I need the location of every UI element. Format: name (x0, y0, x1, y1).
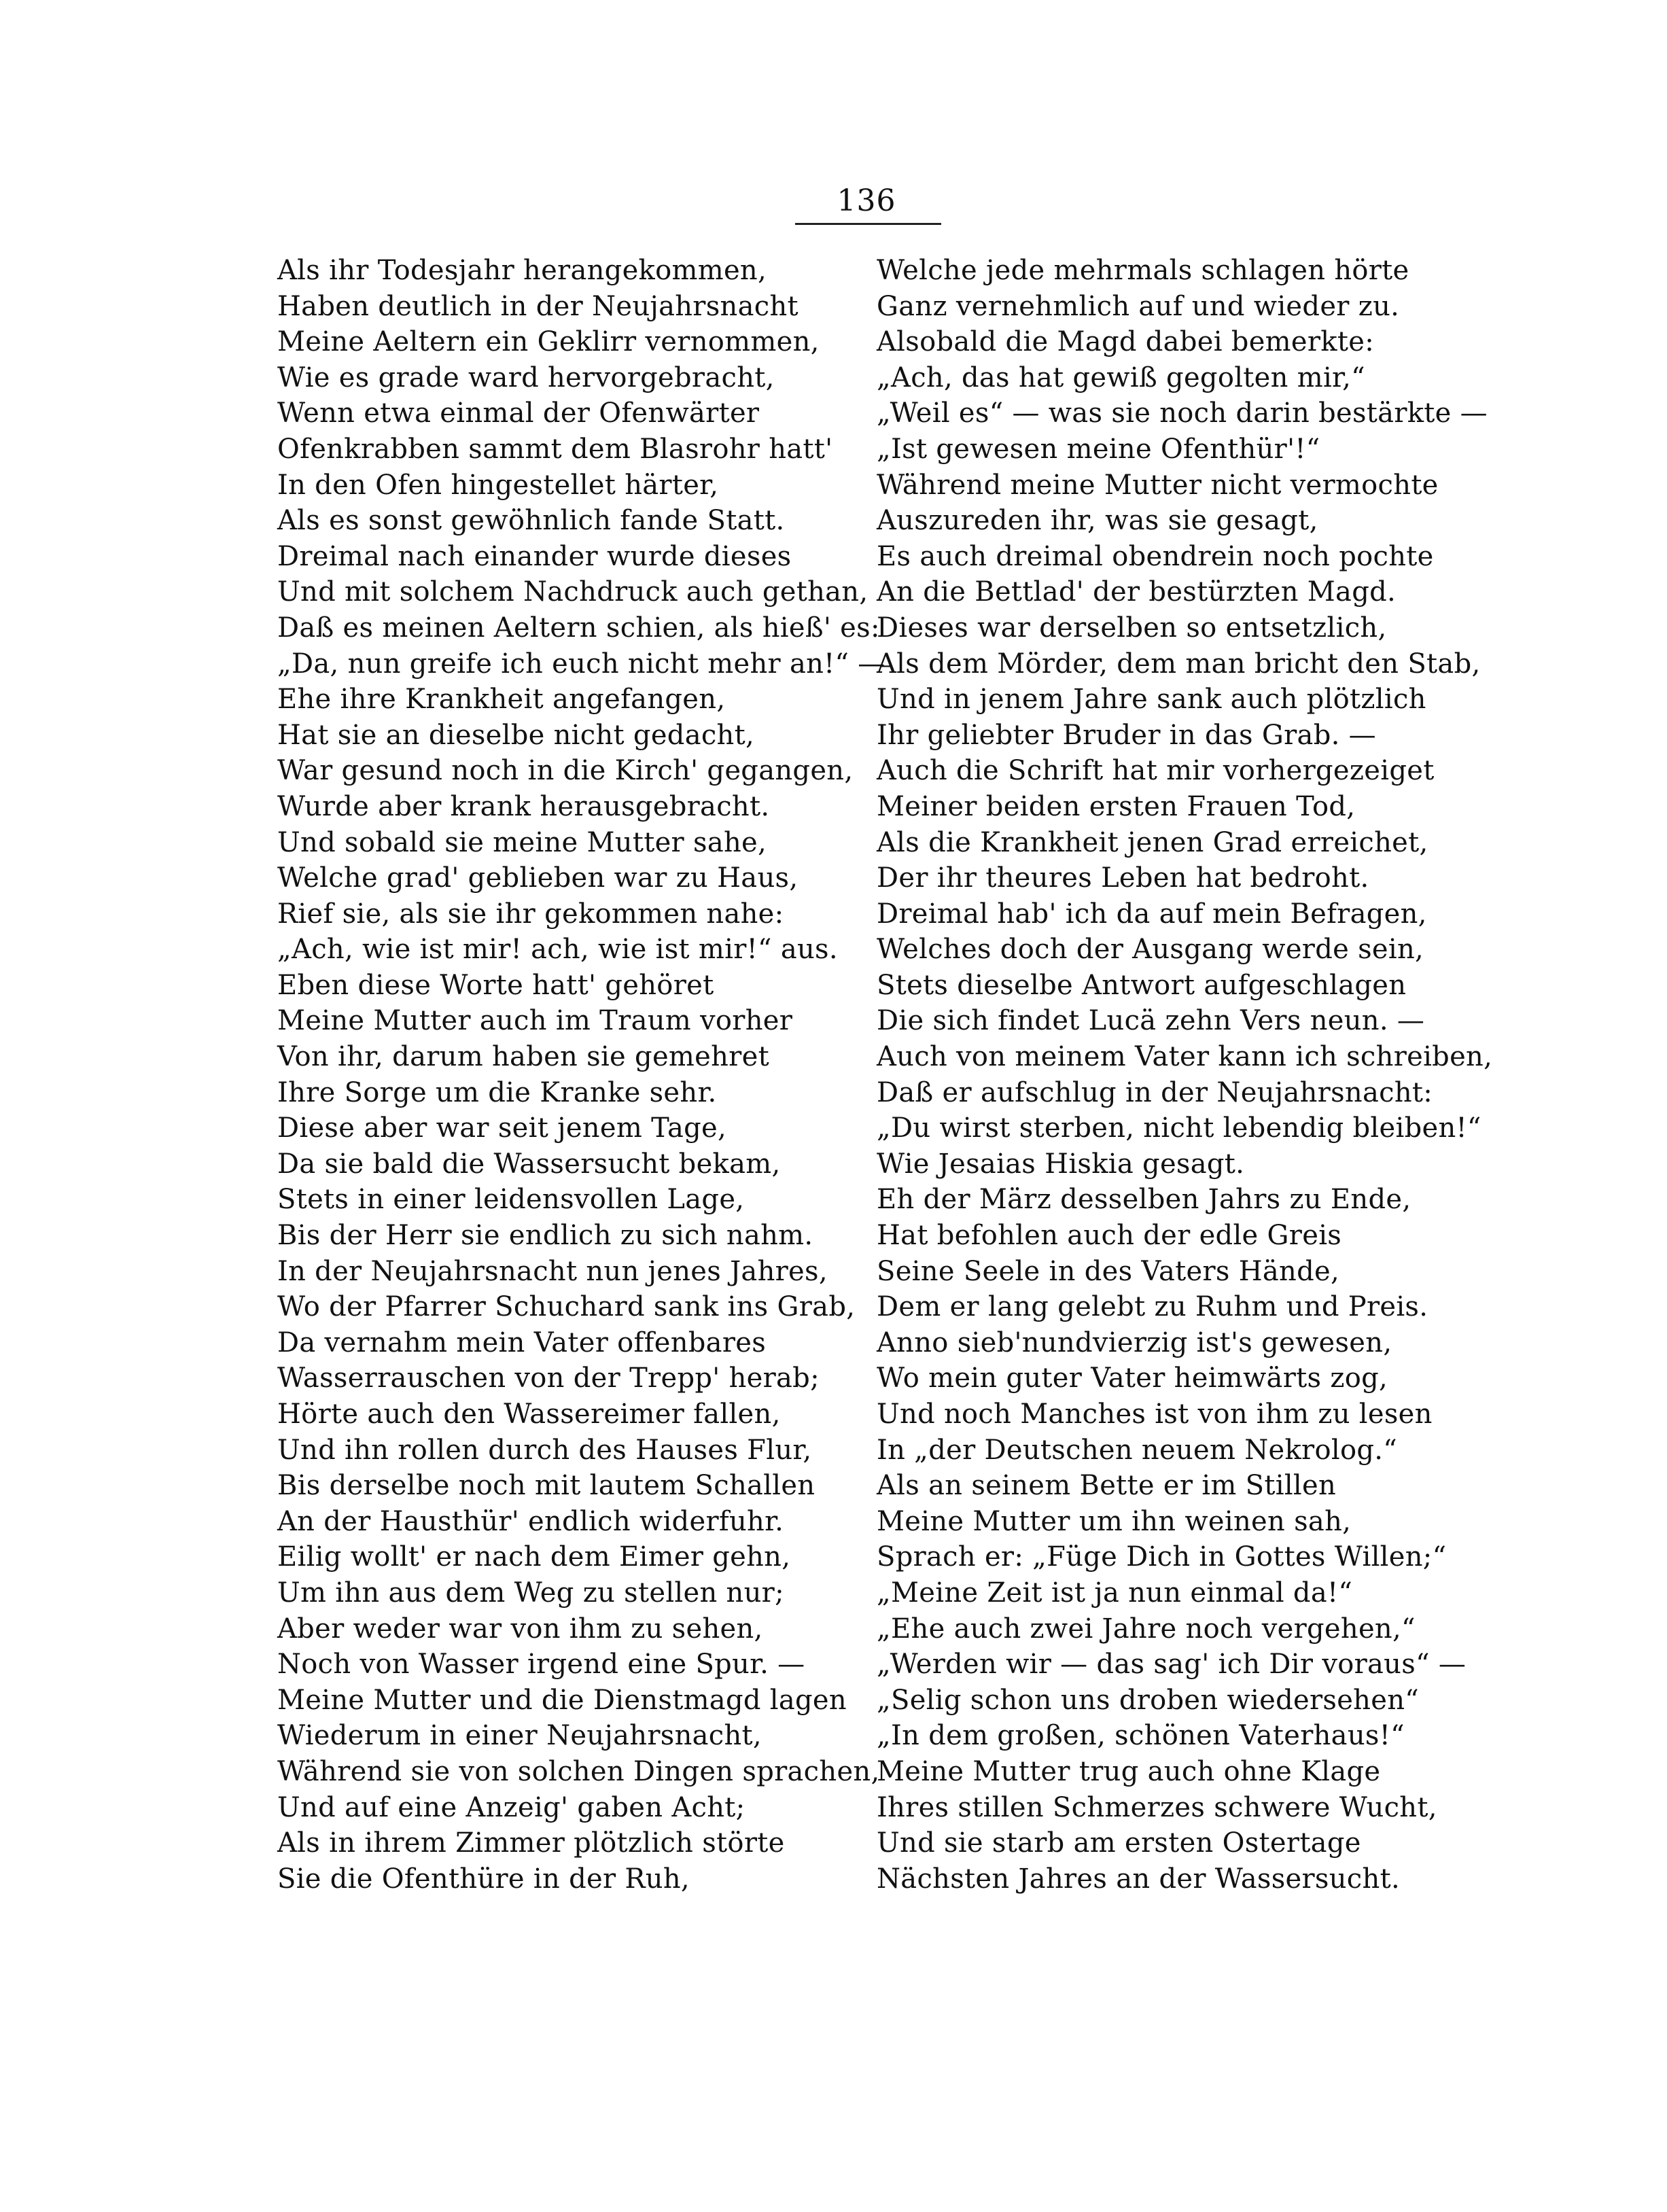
verse-line: „Du wirst sterben, nicht lebendig bleiben!“ (877, 1112, 1481, 1144)
verse-line: Ehe ihre Krankheit angefangen, (277, 684, 726, 716)
verse-line: Welches doch der Ausgang werde sein, (877, 934, 1424, 966)
verse-line: Haben deutlich in der Neujahrsnacht (277, 290, 799, 322)
verse-line: Ihre Sorge um die Kranke sehr. (277, 1076, 717, 1108)
verse-line: Sprach er: „Füge Dich in Gottes Willen;“ (877, 1541, 1447, 1573)
verse-line: Da sie bald die Wassersucht bekam, (277, 1148, 781, 1180)
verse-line: An der Hausthür' endlich widerfuhr. (277, 1505, 784, 1537)
verse-line: „Meine Zeit ist ja nun einmal da!“ (877, 1577, 1353, 1609)
verse-line: Als an seinem Bette er im Stillen (877, 1470, 1337, 1502)
verse-line: Meine Mutter auch im Traum vorher (277, 1005, 793, 1037)
verse-line: „In dem großen, schönen Vaterhaus!“ (877, 1720, 1405, 1752)
verse-line: Meine Aeltern ein Geklirr vernommen, (277, 326, 820, 358)
verse-line: Und sobald sie meine Mutter sahe, (277, 826, 767, 858)
verse-line: „Ehe auch zwei Jahre noch vergehen,“ (877, 1613, 1416, 1645)
verse-line: Anno sieb'nundvierzig ist's gewesen, (877, 1327, 1392, 1358)
left-column (277, 253, 885, 1897)
verse-line: Wurde aber krank herausgebracht. (277, 790, 770, 822)
verse-line: Während sie von solchen Dingen sprachen, (277, 1755, 880, 1787)
verse-line: Als dem Mörder, dem man bricht den Stab, (877, 648, 1481, 680)
verse-line: „Selig schon uns droben wiedersehen“ (877, 1684, 1420, 1716)
verse-line: Auszureden ihr, was sie gesagt, (877, 505, 1318, 537)
verse-line: In den Ofen hingestellet härter, (277, 469, 719, 501)
header-rule (795, 223, 941, 225)
verse-line: Wasserrauschen von der Trepp' herab; (277, 1363, 820, 1394)
verse-line: Stets in einer leidensvollen Lage, (277, 1184, 745, 1216)
verse-line: „Ach, das hat gewiß gegolten mir,“ (877, 362, 1365, 393)
verse-line: Und in jenem Jahre sank auch plötzlich (877, 684, 1426, 716)
verse-line: Ihres stillen Schmerzes schwere Wucht, (877, 1791, 1437, 1823)
verse-line: Der ihr theures Leben hat bedroht. (877, 862, 1369, 894)
verse-line: Als in ihrem Zimmer plötzlich störte (277, 1827, 785, 1859)
verse-line: Welche jede mehrmals schlagen hörte (877, 255, 1409, 286)
verse-line: Daß er aufschlug in der Neujahrsnacht: (877, 1076, 1433, 1108)
verse-line: Als es sonst gewöhnlich fande Statt. (277, 505, 785, 537)
verse-line: Dieses war derselben so entsetzlich, (877, 612, 1387, 644)
verse-line: Die sich findet Lucä zehn Vers neun. — (877, 1005, 1425, 1037)
verse-line: Nächsten Jahres an der Wassersucht. (877, 1863, 1400, 1895)
verse-line: Sie die Ofenthüre in der Ruh, (277, 1863, 690, 1895)
verse-line: Und noch Manches ist von ihm zu lesen (877, 1399, 1433, 1430)
verse-line: Hat befohlen auch der edle Greis (877, 1220, 1342, 1252)
verse-line: War gesund noch in die Kirch' gegangen, (277, 755, 854, 787)
verse-line: Um ihn aus dem Weg zu stellen nur; (277, 1577, 784, 1609)
verse-line: Und ihn rollen durch des Hauses Flur, (277, 1434, 812, 1466)
verse-line: „Ist gewesen meine Ofenthür'!“ (877, 433, 1320, 465)
verse-line: Dreimal hab' ich da auf mein Befragen, (877, 898, 1427, 930)
verse-line: Noch von Wasser irgend eine Spur. — (277, 1649, 805, 1681)
verse-line: Während meine Mutter nicht vermochte (877, 469, 1439, 501)
verse-line: Als die Krankheit jenen Grad erreichet, (877, 826, 1428, 858)
verse-line: „Da, nun greife ich euch nicht mehr an!“ — (277, 648, 885, 680)
verse-line: Und mit solchem Nachdruck auch gethan, (277, 576, 868, 608)
verse-line: Eh der März desselben Jahrs zu Ende, (877, 1184, 1411, 1216)
verse-line: Als ihr Todesjahr herangekommen, (277, 255, 767, 286)
verse-line: Auch die Schrift hat mir vorhergezeiget (877, 755, 1435, 787)
verse-line: Seine Seele in des Vaters Hände, (877, 1255, 1339, 1287)
page-number: 136 (837, 183, 896, 218)
verse-line: Da vernahm mein Vater offenbares (277, 1327, 767, 1358)
verse-line: Wie es grade ward hervorgebracht, (277, 362, 775, 393)
verse-line: In der Neujahrsnacht nun jenes Jahres, (277, 1255, 828, 1287)
verse-line: „Weil es“ — was sie noch darin bestärkte — (877, 398, 1488, 429)
verse-line: Eben diese Worte hatt' gehöret (277, 969, 714, 1001)
verse-line: Hat sie an dieselbe nicht gedacht, (277, 719, 754, 751)
verse-line: An die Bettlad' der bestürzten Magd. (877, 576, 1397, 608)
verse-line: Es auch dreimal obendrein noch pochte (877, 540, 1434, 572)
verse-line: Daß es meinen Aeltern schien, als hieß' es: (277, 612, 880, 644)
verse-line: Bis der Herr sie endlich zu sich nahm. (277, 1220, 813, 1252)
verse-line: Wo mein guter Vater heimwärts zog, (877, 1363, 1388, 1394)
verse-line: Ihr geliebter Bruder in das Grab. — (877, 719, 1376, 751)
verse-line: Meine Mutter trug auch ohne Klage (877, 1755, 1381, 1787)
verse-line: „Werden wir — das sag' ich Dir voraus“ — (877, 1649, 1467, 1681)
verse-line: Ganz vernehmlich auf und wieder zu. (877, 290, 1400, 322)
verse-line: In „der Deutschen neuem Nekrolog.“ (877, 1434, 1398, 1466)
verse-line: Meine Mutter und die Dienstmagd lagen (277, 1684, 847, 1716)
verse-line: Wiederum in einer Neujahrsnacht, (277, 1720, 762, 1752)
right-column (877, 253, 1493, 1897)
verse-line: Ofenkrabben sammt dem Blasrohr hatt' (277, 433, 833, 465)
verse-line: Dreimal nach einander wurde dieses (277, 540, 792, 572)
verse-line: „Ach, wie ist mir! ach, wie ist mir!“ aus. (277, 934, 838, 966)
verse-line: Rief sie, als sie ihr gekommen nahe: (277, 898, 784, 930)
verse-line: Aber weder war von ihm zu sehen, (277, 1613, 763, 1645)
verse-line: Hörte auch den Wassereimer fallen, (277, 1399, 781, 1430)
verse-line: Eilig wollt' er nach dem Eimer gehn, (277, 1541, 791, 1573)
verse-line: Wie Jesaias Hiskia gesagt. (877, 1148, 1245, 1180)
verse-line: Und auf eine Anzeig' gaben Acht; (277, 1791, 745, 1823)
verse-line: Und sie starb am ersten Ostertage (877, 1827, 1361, 1859)
verse-line: Meine Mutter um ihn weinen sah, (877, 1505, 1352, 1537)
verse-line: Von ihr, darum haben sie gemehret (277, 1041, 769, 1073)
verse-line: Bis derselbe noch mit lautem Schallen (277, 1470, 815, 1502)
verse-line: Diese aber war seit jenem Tage, (277, 1112, 726, 1144)
verse-line: Auch von meinem Vater kann ich schreiben, (877, 1041, 1493, 1073)
verse-line: Welche grad' geblieben war zu Haus, (277, 862, 799, 894)
verse-line: Wo der Pfarrer Schuchard sank ins Grab, (277, 1291, 856, 1323)
verse-line: Stets dieselbe Antwort aufgeschlagen (877, 969, 1407, 1001)
verse-line: Dem er lang gelebt zu Ruhm und Preis. (877, 1291, 1428, 1323)
verse-line: Wenn etwa einmal der Ofenwärter (277, 398, 760, 429)
verse-line: Alsobald die Magd dabei bemerkte: (877, 326, 1374, 358)
verse-line: Meiner beiden ersten Frauen Tod, (877, 790, 1356, 822)
